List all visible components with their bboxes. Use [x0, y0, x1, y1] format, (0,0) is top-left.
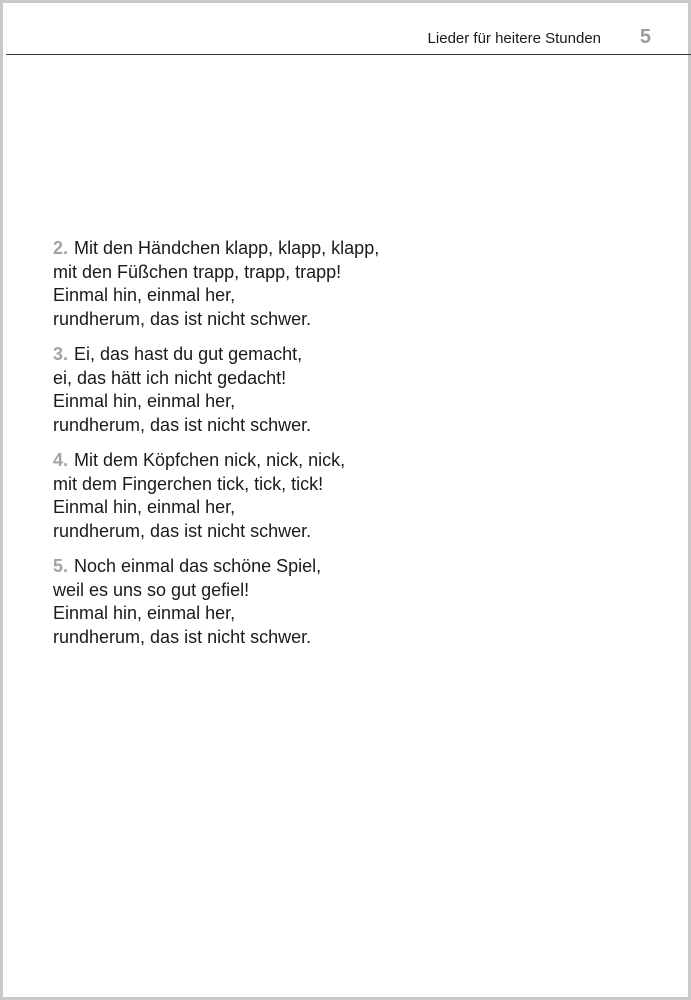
verse-line: Einmal hin, einmal her, [53, 285, 236, 305]
verse-number: 4. [53, 450, 69, 470]
verse-line: mit dem Fingerchen tick, tick, tick! [53, 473, 324, 494]
verse-line: ei, das hätt ich nicht gedacht! [53, 367, 287, 388]
verse-line-text: Mit dem Köpfchen nick, nick, nick, [74, 450, 346, 470]
verse-number: 5. [53, 556, 69, 576]
verse-line [53, 555, 653, 579]
verse-line [53, 449, 653, 473]
verse-line-text: Mit den Händchen klapp, klapp, klapp, [74, 238, 380, 258]
verse-line: rundherum, das ist nicht schwer. [53, 414, 312, 435]
verse-line-text: Noch einmal das schöne Spiel, [74, 556, 322, 576]
page-number: 5 [639, 26, 651, 48]
verse-line: rundherum, das ist nicht schwer. [53, 308, 312, 329]
verse-line: rundherum, das ist nicht schwer. [53, 626, 312, 647]
verse-line [53, 237, 653, 261]
verse-line: rundherum, das ist nicht schwer. [53, 520, 312, 541]
header-title: Lieder für heitere Stunden [427, 30, 601, 47]
verse-5 [53, 555, 653, 649]
verse-line-text: Ei, das hast du gut gemacht, [74, 344, 303, 364]
verse-number: 3. [53, 344, 69, 364]
verse-line: Einmal hin, einmal her, [53, 603, 236, 623]
verse-line: mit den Füßchen trapp, trapp, trapp! [53, 261, 342, 282]
verse-number: 2. [53, 238, 69, 258]
verse-3 [53, 343, 653, 437]
lyrics [53, 237, 653, 661]
verse-line: Einmal hin, einmal her, [53, 497, 236, 517]
verse-2 [53, 237, 653, 331]
page-header [6, 6, 691, 55]
verse-4 [53, 449, 653, 543]
verse-line: Einmal hin, einmal her, [53, 391, 236, 411]
verse-line [53, 343, 653, 367]
verse-line: weil es uns so gut gefiel! [53, 579, 250, 600]
